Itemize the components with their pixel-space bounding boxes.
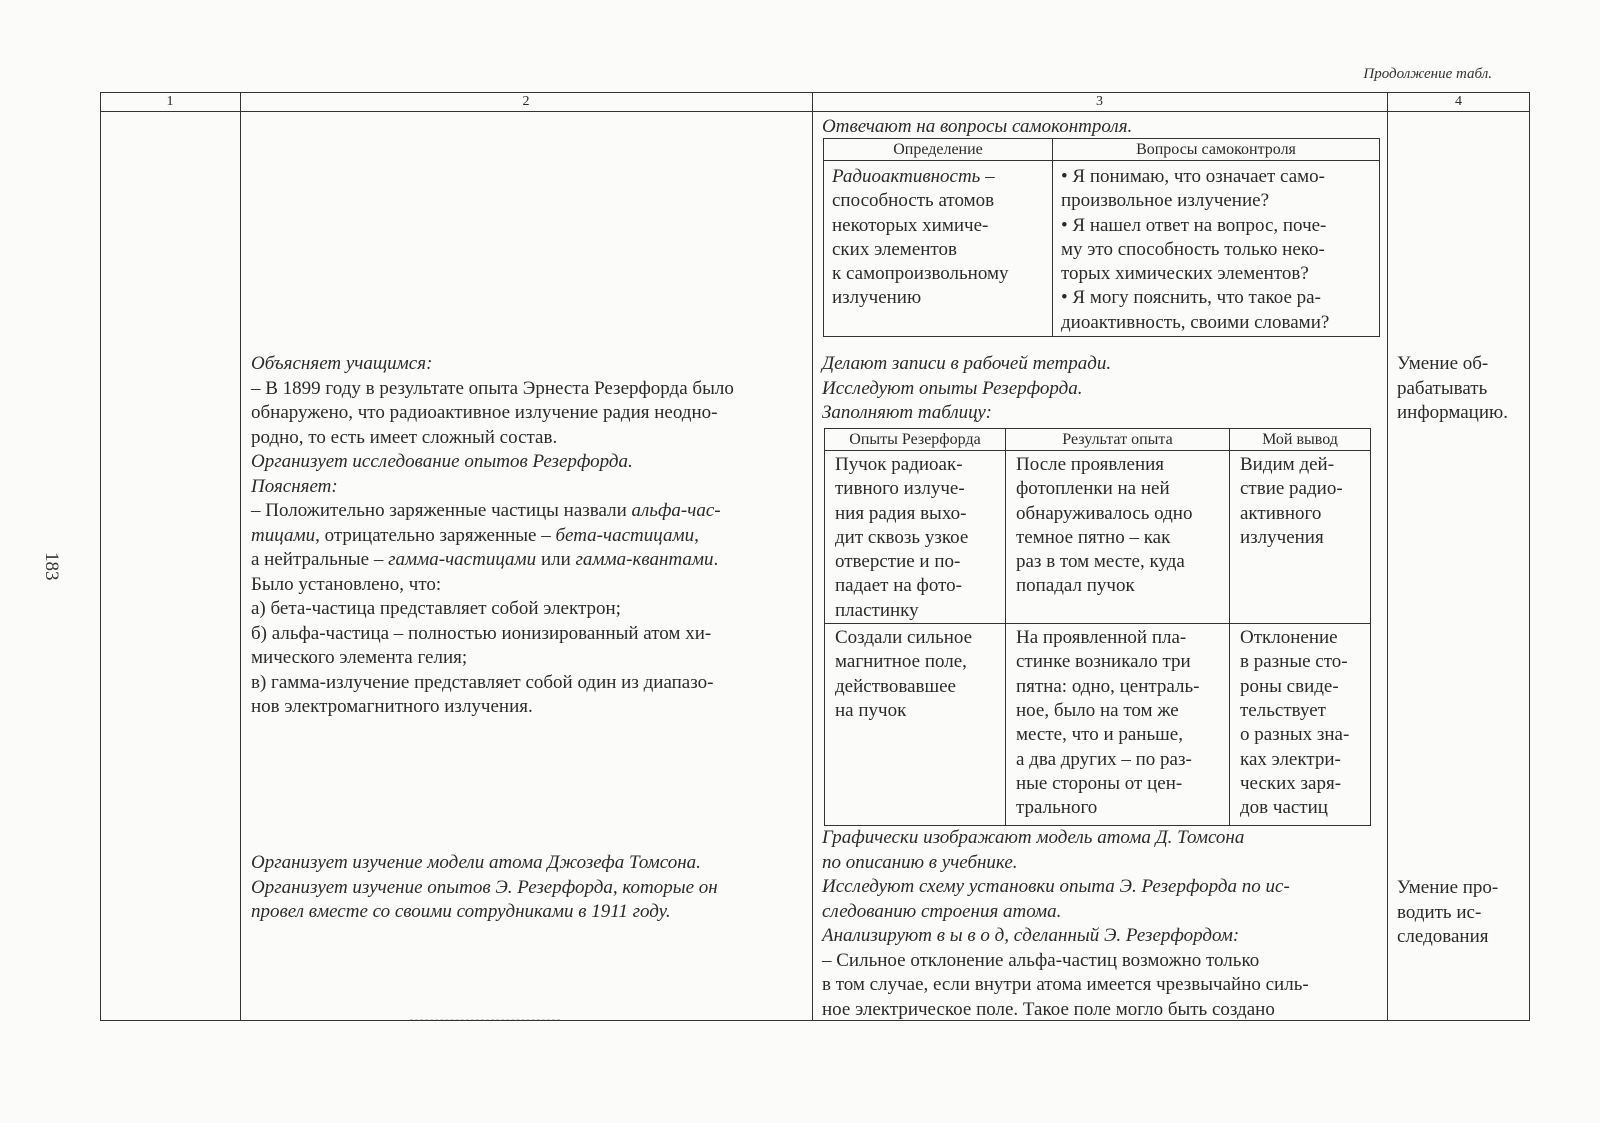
text-line: по описанию в учебнике. bbox=[822, 851, 1018, 873]
text-line: в разные сто- bbox=[1240, 651, 1348, 673]
text-line bbox=[251, 548, 734, 573]
text-line bbox=[251, 524, 734, 549]
text-line: о разных зна- bbox=[1240, 724, 1350, 746]
term-alpha: альфа-час- bbox=[631, 500, 721, 521]
text-line: Пучок радиоак- bbox=[835, 454, 963, 475]
result-cell bbox=[1006, 624, 1230, 826]
text-line: а) бета-частица представляет собой электрон; bbox=[251, 598, 621, 619]
text-line: Организует изучение модели атома Джозефа Томсона. bbox=[251, 852, 701, 873]
text-line: дов частиц bbox=[1240, 797, 1328, 819]
text-line: Исследуют опыты Резерфорда. bbox=[822, 377, 1083, 399]
text-line: месте, что и раньше, bbox=[1016, 724, 1183, 746]
definition-cell: Радиоактивность – способность атомов некоторых химиче- ских элементов к самопроизвольному излучению bbox=[824, 161, 1053, 337]
text-line: фотопленки на ней bbox=[1016, 478, 1170, 500]
text-span: . bbox=[713, 549, 719, 570]
text-line: му это способность только неко- bbox=[1061, 238, 1325, 260]
table-row bbox=[825, 451, 1371, 624]
text-line: Исследуют схему установки опыта Э. Резерфорда по ис- bbox=[822, 876, 1290, 897]
text-span: – Положительно заряженные частицы назвали bbox=[251, 500, 632, 521]
text-span: , сделанный Э. Резерфордом: bbox=[1004, 925, 1240, 946]
term-gamma-quanta: гамма-квантами bbox=[575, 549, 714, 570]
text-line: тельствует bbox=[1240, 699, 1326, 721]
text-line: отверстие и по- bbox=[835, 551, 961, 573]
text-line: некоторых химиче- bbox=[832, 214, 989, 236]
text-line: обнаруживалось одно bbox=[1016, 502, 1193, 524]
header-definition: Определение bbox=[824, 139, 1053, 161]
header-col-2: 2 bbox=[522, 94, 530, 109]
text-line: к самопроизвольному bbox=[832, 263, 1009, 285]
text-line: Отклонение bbox=[1240, 627, 1338, 649]
text-line: излучения bbox=[1240, 526, 1324, 548]
header-questions: Вопросы самоконтроля bbox=[1053, 139, 1380, 161]
self-control-intro: Отвечают на вопросы самоконтроля. bbox=[822, 116, 1133, 137]
text-line: в) гамма-излучение представляет собой один из диапазо- bbox=[251, 671, 714, 693]
conclusion-cell bbox=[1230, 451, 1371, 624]
text-line: дит сквозь узкое bbox=[835, 526, 969, 548]
text-line: в том случае, если внутри атома имеется чрезвычайно силь- bbox=[822, 974, 1309, 995]
term-beta: бета-частицами bbox=[555, 524, 695, 546]
header-col-1: 1 bbox=[166, 94, 174, 109]
text-span: Анализируют bbox=[822, 925, 937, 946]
text-line: Заполняют таблицу: bbox=[822, 402, 992, 423]
text-line: способность атомов bbox=[832, 190, 995, 212]
text-line: магнитное поле, bbox=[835, 651, 967, 673]
text-line: Графически изображают модель атома Д. Томсона bbox=[822, 827, 1245, 848]
text-line: трального bbox=[1016, 797, 1098, 819]
text-line: Создали сильное bbox=[835, 627, 973, 649]
definition-term: Радиоактивность bbox=[832, 166, 981, 187]
term-gamma: гамма-частицами bbox=[388, 549, 537, 570]
text-line: активного bbox=[1240, 502, 1322, 524]
text-line: на пучок bbox=[835, 699, 907, 721]
text-line: следования bbox=[1397, 926, 1489, 947]
text-span: или bbox=[536, 549, 576, 570]
text-line: роны свиде- bbox=[1240, 675, 1339, 697]
text-line: Организует исследование опытов Резерфорда. bbox=[251, 451, 633, 472]
text-line: нов электромагнитного излучения. bbox=[251, 696, 533, 717]
result-cell bbox=[1006, 451, 1230, 624]
text-line: Делают записи в рабочей тетради. bbox=[822, 353, 1112, 374]
text-line: Поясняет: bbox=[251, 475, 338, 497]
column-divider bbox=[812, 92, 813, 1021]
text-line: ное электрическое поле. Такое поле могло быть создано bbox=[822, 998, 1275, 1020]
text-line: диоактивность, своими словами? bbox=[1061, 311, 1330, 333]
term-alpha: тицами bbox=[251, 524, 316, 546]
header-divider bbox=[100, 111, 1530, 112]
text-line: действовавшее bbox=[835, 675, 956, 697]
skill-process-info bbox=[1397, 352, 1508, 426]
text-line: темное пятно – как bbox=[1016, 526, 1171, 548]
text-line: – Сильное отклонение альфа-частиц возможно только bbox=[822, 949, 1260, 971]
text-line: излучению bbox=[832, 287, 922, 309]
continuation-label: Продолжение табл. bbox=[1363, 66, 1492, 82]
scan-artifact bbox=[410, 1019, 560, 1023]
text-line: • Я могу пояснить, что такое ра- bbox=[1061, 287, 1321, 309]
experiment-cell bbox=[825, 451, 1006, 624]
text-line: тивного излуче- bbox=[835, 478, 965, 500]
text-line: ках электри- bbox=[1240, 748, 1341, 770]
text-line: мического элемента гелия; bbox=[251, 647, 468, 668]
header-col-3: 3 bbox=[1096, 94, 1103, 109]
text-line: стинке возникало три bbox=[1016, 651, 1191, 673]
text-line: Было установлено, что: bbox=[251, 573, 442, 595]
text-line: После проявления bbox=[1016, 454, 1165, 475]
text-line: обнаружено, что радиоактивное излучение радия неодно- bbox=[251, 402, 718, 423]
rutherford-experiments-table bbox=[824, 428, 1371, 826]
page-number: 183 bbox=[41, 552, 62, 581]
text-line bbox=[822, 924, 1309, 949]
text-line: Умение про- bbox=[1397, 877, 1499, 898]
text-line: родно, то есть имеет сложный состав. bbox=[251, 426, 558, 448]
text-line: ные стороны от цен- bbox=[1016, 772, 1183, 794]
text-span: , отрицательно заряженные – bbox=[315, 524, 556, 546]
text-line: информацию. bbox=[1397, 402, 1508, 423]
text-line: падает на фото- bbox=[835, 575, 962, 597]
questions-cell bbox=[1053, 161, 1380, 337]
header-conclusion: Мой вывод bbox=[1230, 429, 1371, 451]
text-line: раз в том месте, куда bbox=[1016, 551, 1185, 573]
header-result: Результат опыта bbox=[1006, 429, 1230, 451]
text-line: ствие радио- bbox=[1240, 478, 1343, 500]
text-span: а нейтральные – bbox=[251, 549, 389, 570]
text-line: произвольное излучение? bbox=[1061, 190, 1270, 212]
text-line: торых химических элементов? bbox=[1061, 263, 1309, 285]
text-line: На проявленной пла- bbox=[1016, 627, 1187, 649]
skill-research bbox=[1397, 876, 1498, 950]
text-line: а два других – по раз- bbox=[1016, 748, 1192, 770]
text-line: Организует изучение опытов Э. Резерфорда, которые он bbox=[251, 876, 718, 898]
text-line: – В 1899 году в результате опыта Эрнеста Резерфорда было bbox=[251, 377, 734, 399]
text-line: попадал пучок bbox=[1016, 575, 1135, 597]
text-line: рабатывать bbox=[1397, 377, 1488, 399]
text-line: Объясняет учащимся: bbox=[251, 353, 433, 374]
text-line: • Я нашел ответ на вопрос, поче- bbox=[1061, 214, 1327, 236]
text-line: провел вместе со своими сотрудниками в 1911 году. bbox=[251, 901, 671, 922]
student-activity bbox=[822, 352, 1111, 426]
teacher-organizes bbox=[251, 851, 718, 925]
text-line: ное, было на том же bbox=[1016, 699, 1179, 721]
text-line: ческих заря- bbox=[1240, 772, 1342, 794]
text-line: Видим дей- bbox=[1240, 454, 1335, 475]
spaced-term: в ы в о д bbox=[936, 925, 1005, 946]
text-line: пластинку bbox=[835, 599, 919, 621]
header-col-4: 4 bbox=[1455, 94, 1462, 109]
student-analysis bbox=[822, 826, 1309, 1022]
text-line: водить ис- bbox=[1397, 901, 1482, 923]
conclusion-cell bbox=[1230, 624, 1371, 826]
column-divider bbox=[240, 92, 241, 1021]
experiment-cell bbox=[825, 624, 1006, 826]
text-line bbox=[251, 499, 734, 524]
table-row bbox=[825, 624, 1371, 826]
header-experiments: Опыты Резерфорда bbox=[825, 429, 1006, 451]
text-line: следованию строения атома. bbox=[822, 900, 1062, 922]
text-line: Умение об- bbox=[1397, 353, 1489, 374]
teacher-explanation bbox=[251, 352, 734, 720]
text-span: , bbox=[694, 524, 699, 546]
self-control-table bbox=[823, 138, 1380, 337]
text-line: б) альфа-частица – полностью ионизированный атом хи- bbox=[251, 622, 712, 644]
text-line: ских элементов bbox=[832, 238, 957, 260]
text-line: пятна: одно, централь- bbox=[1016, 675, 1200, 697]
text-line: • Я понимаю, что означает само- bbox=[1061, 166, 1325, 187]
text-line: ния радия выхо- bbox=[835, 502, 967, 524]
column-divider bbox=[1387, 92, 1388, 1021]
